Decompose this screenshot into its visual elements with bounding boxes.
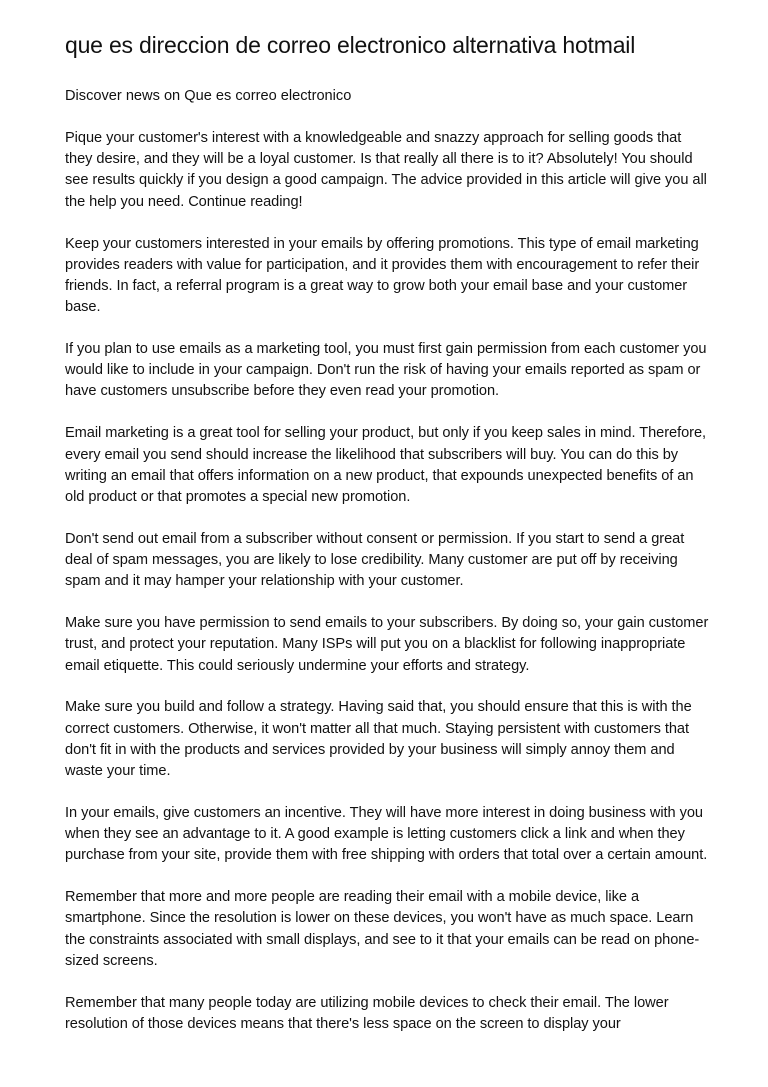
document-page bbox=[65, 30, 710, 1056]
paragraph-6: Make sure you have permission to send emails to your subscribers. By doing so, your gain customer trust, and protect your reputation. Many ISPs will put you on a blacklist for following inappropriate email etiquette. This could seriously undermine your efforts and strategy. bbox=[65, 615, 709, 674]
paragraph-10: Remember that many people today are utilizing mobile devices to check their email. The lower resolution of those devices means that there's less space on the screen to display your bbox=[65, 994, 669, 1032]
paragraph-7: Make sure you build and follow a strategy. Having said that, you should ensure that this is with the correct customers. Otherwise, it won't matter all that much. Staying persistent with customers that don't fit in with the products and services provided by your business will simply annoy them and waste your time. bbox=[65, 699, 692, 779]
paragraph-3: If you plan to use emails as a marketing tool, you must first gain permission from each customer you would like to include in your campaign. Don't run the risk of having your emails reported as spam or have customers unsubscribe before they even read your promotion. bbox=[65, 341, 707, 400]
paragraph-4: Email marketing is a great tool for selling your product, but only if you keep sales in mind. Therefore, every email you send should increase the likelihood that subscribers will buy. You can do this by writing an email that offers information on a new product, that expounds unexpected benefits of an old product or that promotes a special new promotion. bbox=[65, 425, 707, 505]
paragraph-5: Don't send out email from a subscriber without consent or permission. If you start to send a great deal of spam messages, you are likely to lose credibility. Many customer are put off by receiving spam and it may hamper your relationship with your customer. bbox=[65, 530, 685, 590]
paragraph-9: Remember that more and more people are reading their email with a mobile device, like a smartphone. Since the resolution is lower on these devices, you won't have as much space. Learn the constraints associated with small displays, and see to it that your emails can be read on phone-sized screens. bbox=[65, 889, 700, 969]
paragraph-8: In your emails, give customers an incentive. They will have more interest in doing business with you when they see an advantage to it. A good example is letting customers click a link and when they purchase from your site, provide them with free shipping with orders that total over a certain amount. bbox=[65, 804, 708, 864]
paragraph-1: Pique your customer's interest with a knowledgeable and snazzy approach for selling goods that they desire, and they will be a loyal customer. Is that really all there is to it? Absolutely! You should see results quickly if you design a good campaign. The advice provided in this article will give you all the help you need. Continue reading! bbox=[65, 130, 707, 210]
document-title: que es direccion de correo electronico alternativa hotmail bbox=[65, 32, 636, 58]
paragraph-2: Keep your customers interested in your emails by offering promotions. This type of email marketing provides readers with value for participation, and it provides them with encouragement to refer their friends. In fact, a referral program is a great way to grow both your email base and your customer base. bbox=[65, 235, 700, 316]
document-subtitle: Discover news on Que es correo electronico bbox=[65, 88, 352, 104]
